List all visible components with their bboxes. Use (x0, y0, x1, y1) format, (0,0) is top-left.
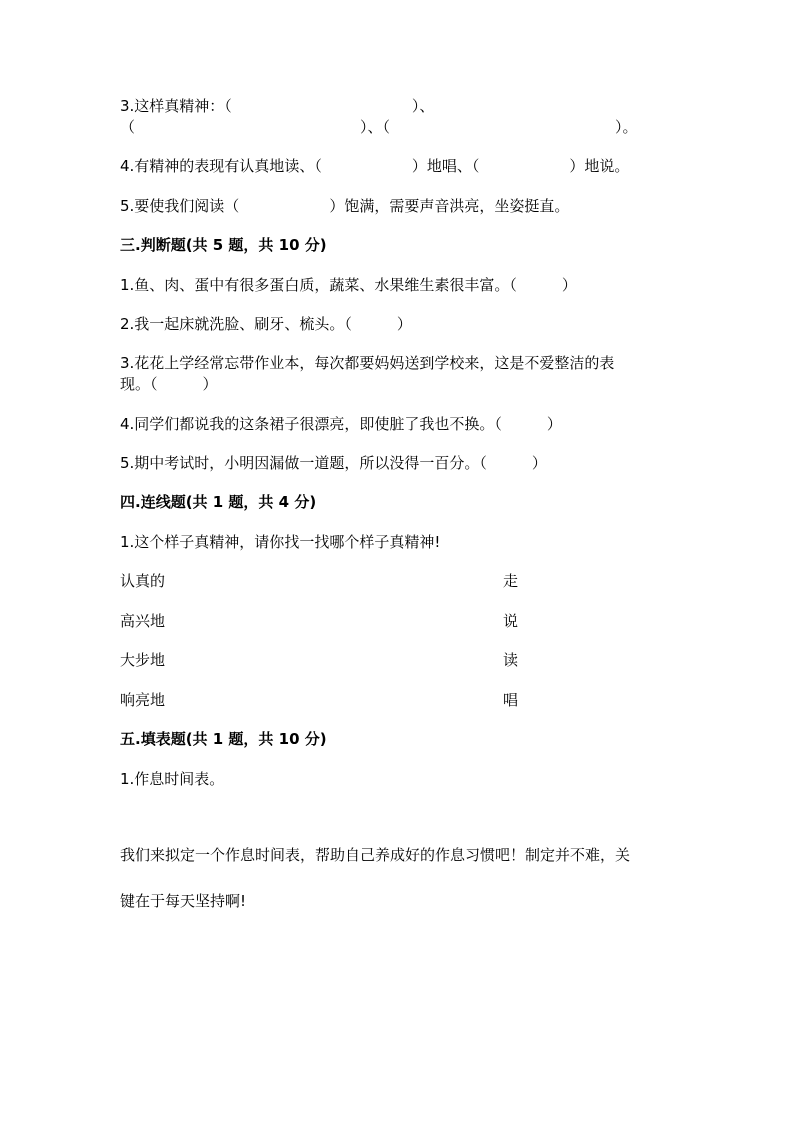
matching-left-item: 响亮地 (120, 691, 166, 709)
matching-left-item: 认真的 (120, 572, 166, 590)
judgement-q1: 1.鱼、肉、蛋中有很多蛋白质，蔬菜、水果维生素很丰富。（ ） (120, 276, 577, 294)
fill-q4: 4.有精神的表现有认真地读、（ ）地唱、（ ）地说。 (120, 157, 630, 175)
matching-right-item: 走 (503, 572, 519, 590)
matching-left-item: 大步地 (120, 651, 166, 669)
judgement-q2: 2.我一起床就洗脸、刷牙、梳头。（ ） (120, 315, 412, 333)
table-paragraph-line2: 键在于每天坚持啊! (120, 892, 247, 910)
table-paragraph-line1: 我们来拟定一个作息时间表，帮助自己养成好的作息习惯吧！制定并不难，关 (120, 846, 631, 864)
table-q1: 1.作息时间表。 (120, 770, 225, 788)
judgement-q3-line2: 现。（ ） (120, 375, 218, 393)
matching-left-item: 高兴地 (120, 612, 166, 630)
fill-q3-line2: （ ）、（ ）。 (120, 118, 638, 136)
matching-right-item: 说 (503, 612, 519, 630)
judgement-q5: 5.期中考试时，小明因漏做一道题，所以没得一百分。（ ） (120, 454, 547, 472)
matching-right-item: 读 (503, 651, 519, 669)
matching-q1: 1.这个样子真精神，请你找一找哪个样子真精神! (120, 533, 441, 551)
fill-q3-line1: 3.这样真精神：（ ）、 (120, 97, 435, 115)
section-title-table: 五.填表题(共 1 题，共 10 分) (120, 730, 327, 748)
matching-right-item: 唱 (503, 691, 519, 709)
fill-q5: 5.要使我们阅读（ ）饱满，需要声音洪亮，坐姿挺直。 (120, 197, 570, 215)
judgement-q4: 4.同学们都说我的这条裙子很漂亮，即使脏了我也不换。（ ） (120, 415, 562, 433)
section-title-judgement: 三.判断题(共 5 题，共 10 分) (120, 236, 327, 254)
section-title-matching: 四.连线题(共 1 题，共 4 分) (120, 493, 317, 511)
judgement-q3-line1: 3.花花上学经常忘带作业本，每次都要妈妈送到学校来，这是不爱整洁的表 (120, 354, 615, 372)
